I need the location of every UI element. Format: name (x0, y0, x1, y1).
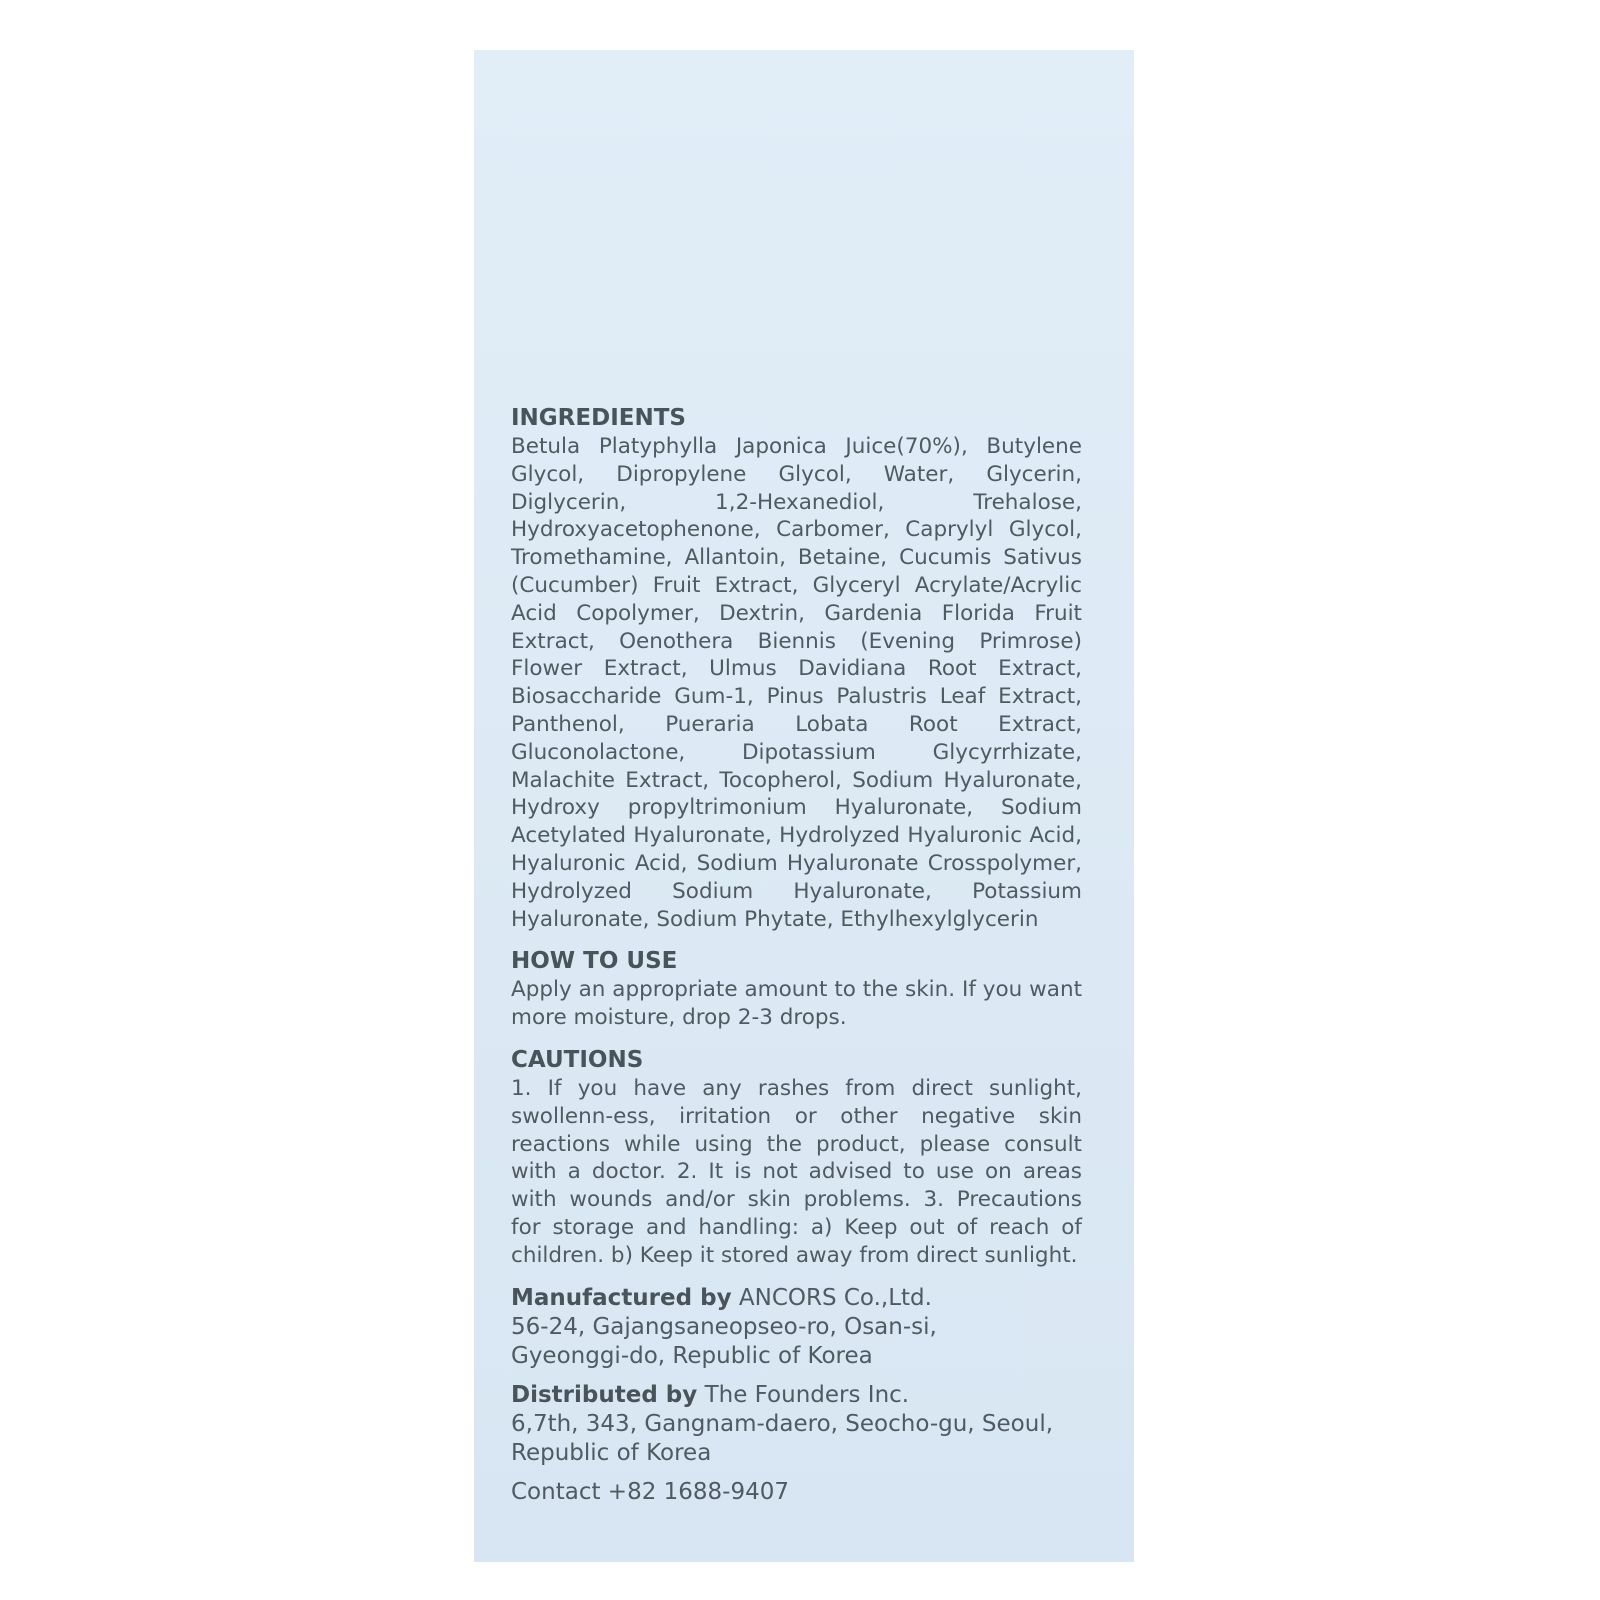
ingredients-section (511, 404, 1082, 933)
contact-line: Contact +82 1688-9407 (511, 1478, 790, 1505)
cautions-heading: CAUTIONS (511, 1046, 644, 1073)
ingredients-heading: INGREDIENTS (511, 405, 686, 431)
manufacturer-address-line1: 56-24, Gajangsaneopseo-ro, Osan-si, (511, 1313, 937, 1340)
cautions-section (511, 1046, 1082, 1270)
cautions-text: 1. If you have any rashes from direct sunlight, swollenn-ess, irritation or other negative skin reactions while using the product, please consult with a doctor. 2. It is not advised to use on areas with wounds and/or skin problems. 3. Precautions for storage and handling: a) Keep out of reach of children. b) Keep it stored away from direct sunlight. (511, 1075, 1082, 1268)
how-to-use-section (511, 947, 1082, 1032)
distributor-name: The Founders Inc. (704, 1381, 910, 1408)
manufacturer-lead: Manufactured by (511, 1284, 732, 1311)
distributor-address-line2: Republic of Korea (511, 1439, 712, 1466)
ingredients-list: Betula Platyphylla Japonica Juice(70%), Butylene Glycol, Dipropylene Glycol, Water, Glycerin, Diglycerin, 1,2-Hexanediol, Trehalose, Hydroxyacetophenone, Carbomer, Caprylyl Glycol, Tromethamine, Allantoin, Betaine, Cucumis Sativus (Cucumber) Fruit Extract, Glyceryl Acrylate/Acrylic Acid Copolymer, Dextrin, Gardenia Florida Fruit Extract, Oenothera Biennis (Evening Primrose) Flower Extract, Ulmus Davidiana Root Extract, Biosaccharide Gum-1, Pinus Palustris Leaf Extract, Panthenol, Pueraria Lobata Root Extract, Gluconolactone, Dipotassium Glycyrrhizate, Malachite Extract, Tocopherol, Sodium Hyaluronate, Hydroxy propyltrimonium Hyaluronate, Sodium Acetylated Hyaluronate, Hydrolyzed Hyaluronic Acid, Hyaluronic Acid, Sodium Hyaluronate Crosspolymer, Hydrolyzed Sodium Hyaluronate, Potassium Hyaluronate, Sodium Phytate, Ethylhexylglycerin (511, 434, 1082, 932)
manufacturer-address-line2: Gyeonggi-do, Republic of Korea (511, 1342, 873, 1369)
label-text-block (511, 404, 1082, 1507)
distributor-address-line1: 6,7th, 343, Gangnam-daero, Seocho-gu, Seoul, (511, 1410, 1054, 1437)
how-to-use-text: Apply an appropriate amount to the skin. If you want more moisture, drop 2-3 drops. (511, 977, 1082, 1031)
distributor-lead: Distributed by (511, 1381, 698, 1408)
how-to-use-heading: HOW TO USE (511, 948, 678, 975)
manufacturer-name: ANCORS Co.,Ltd. (738, 1284, 932, 1311)
manufacturer-info (511, 1284, 1082, 1371)
distributor-info (511, 1381, 1082, 1468)
